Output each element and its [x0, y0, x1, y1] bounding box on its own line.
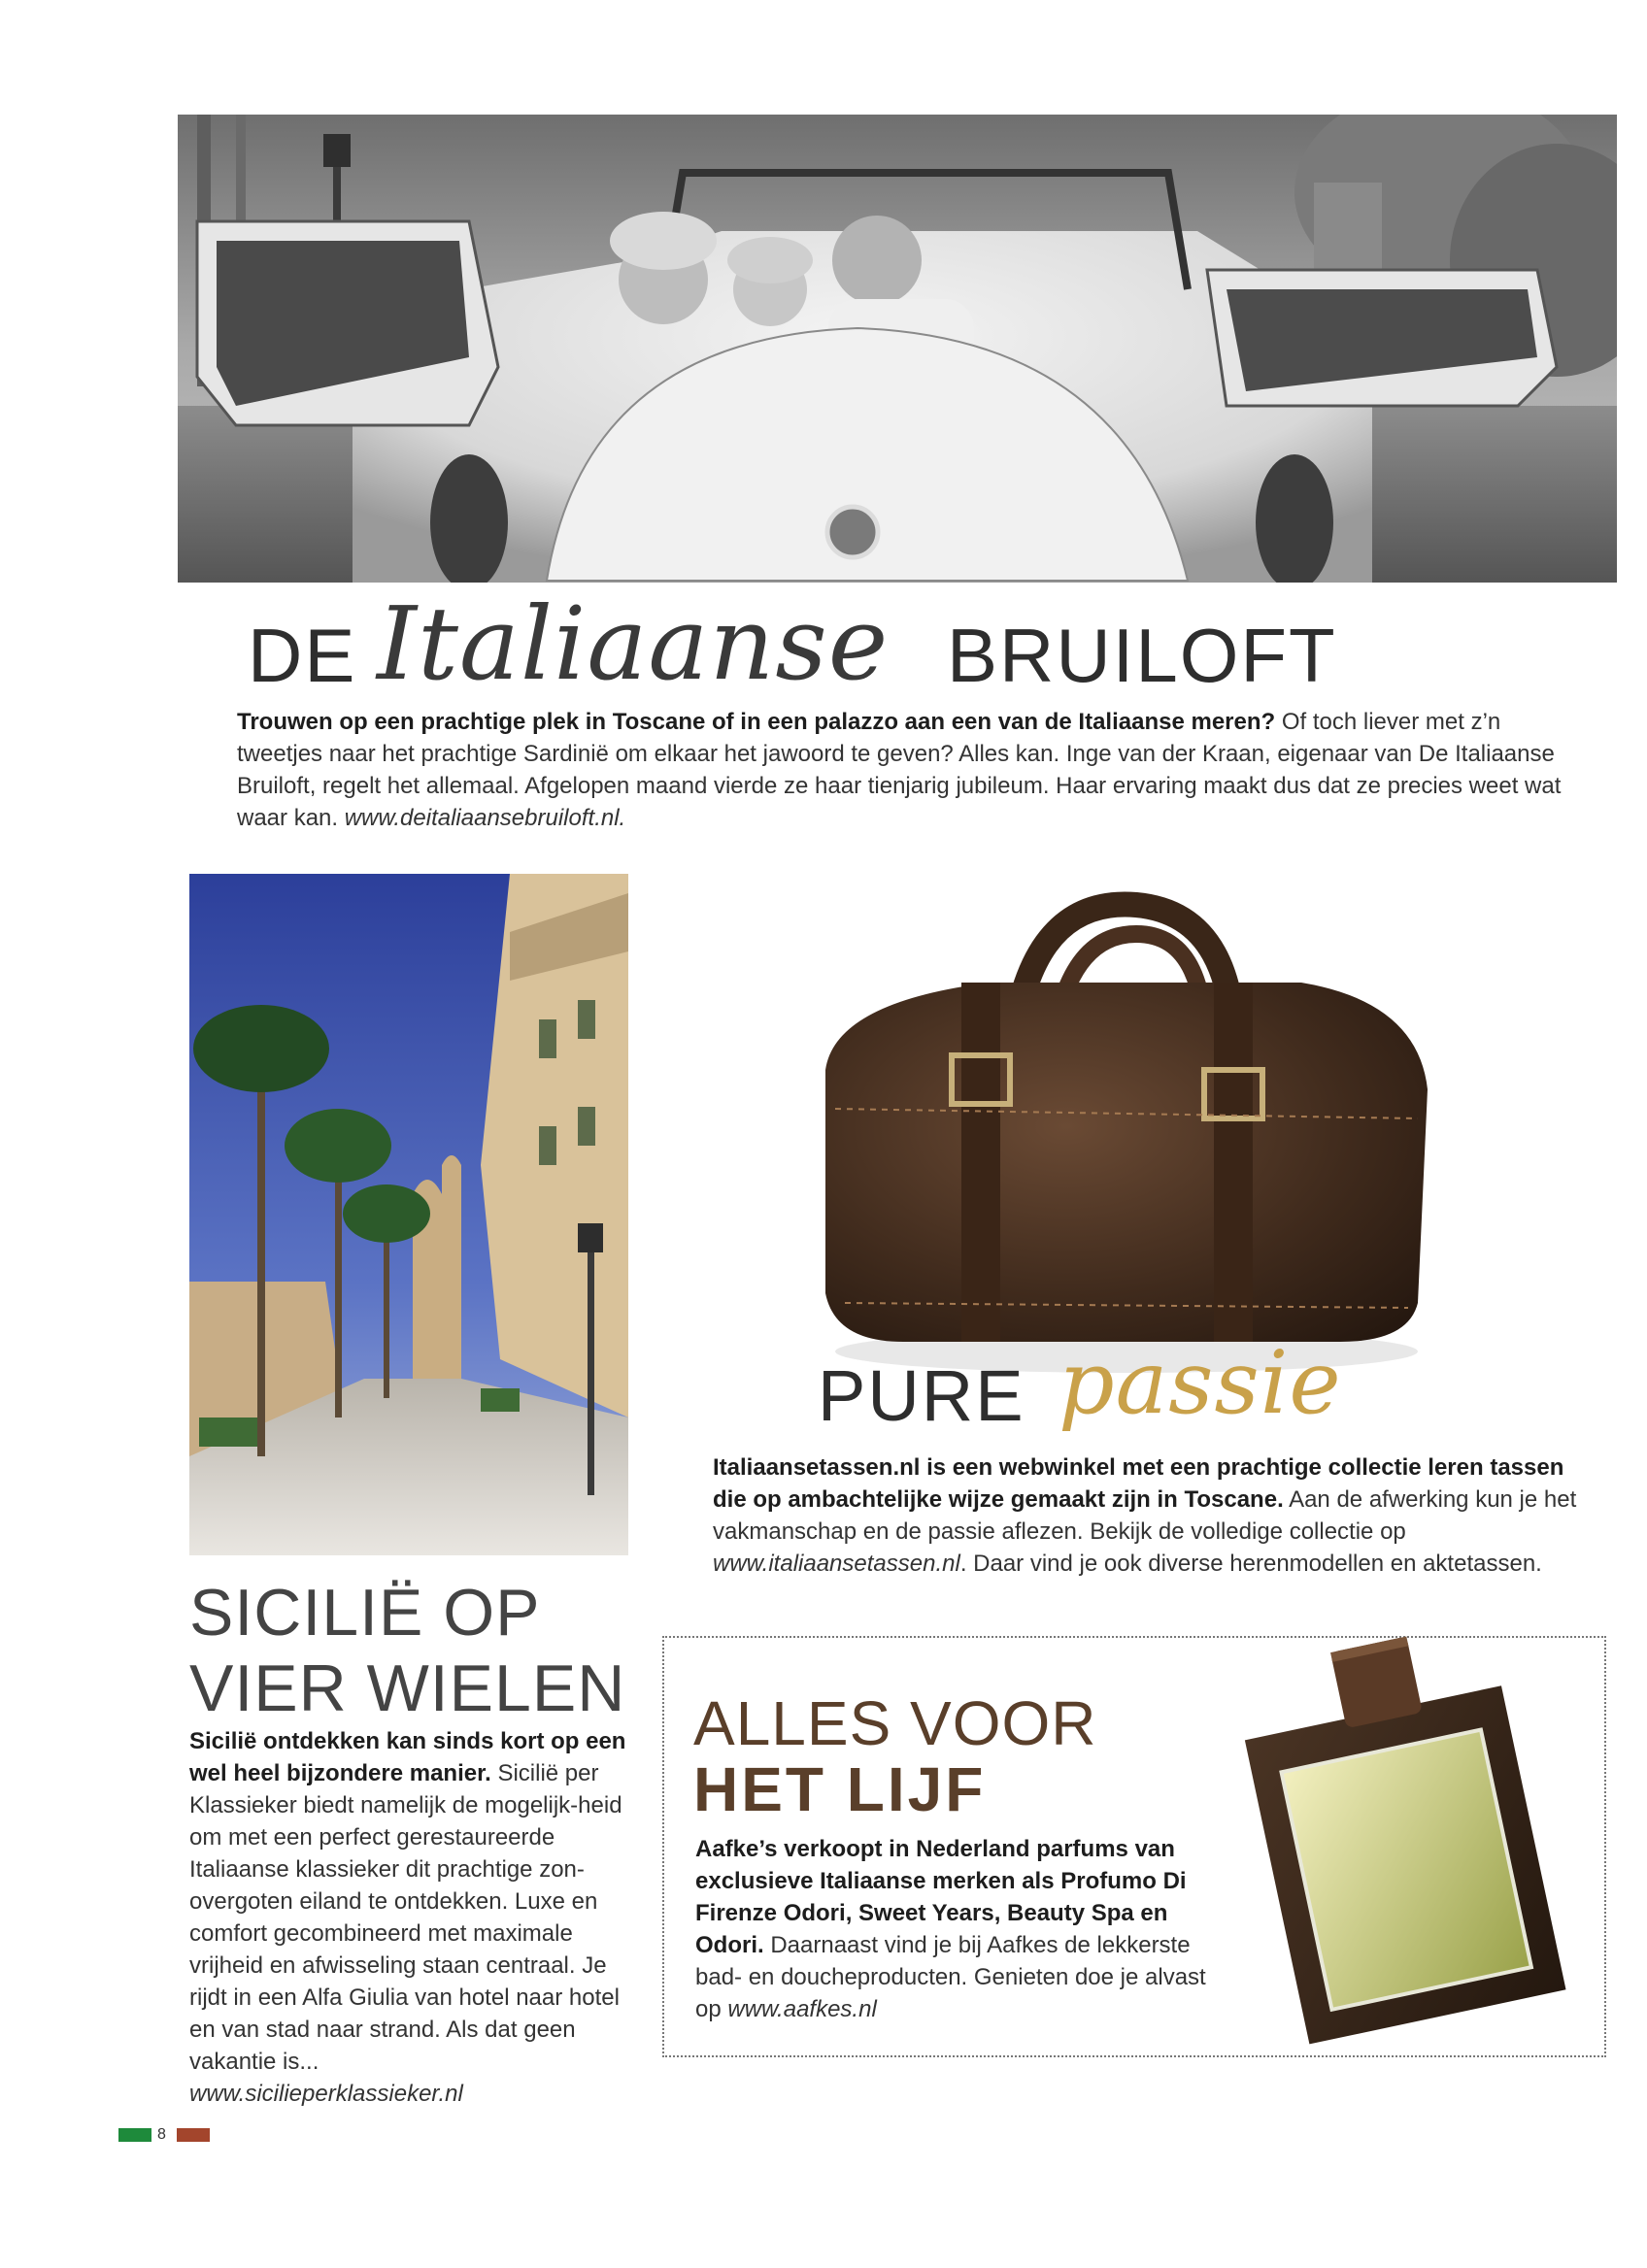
tassen-article-text [713, 1451, 1577, 1580]
sicily-street-photo [189, 874, 628, 1555]
tassen-body-end: . Daar vind je ook diverse herenmodellen en aktetassen. [959, 1551, 1542, 1577]
headline-pure: PURE [818, 1355, 1025, 1436]
headline-sicilie-line2: VIER WIELEN [189, 1651, 626, 1725]
aafkes-url[interactable]: www.aafkes.nl [727, 1996, 877, 2022]
bruiloft-body: Of toch liever met z’n tweetjes naar het prachtige Sardinië om elkaar het jawoord te geven? Alles kan. Inge van der Kraan, eigenaar van De Italiaanse Bruiloft, regelt het allemaal. Afgelopen maand vierde ze haar tienjarig jubileum. Haar ervaring maakt dus dat ze precies weet wat waar kan. [237, 709, 1562, 831]
tassen-lead: Italiaansetassen.nl is een webwinkel met een prachtige collectie leren tassen die op ambachtelijke wijze gemaakt zijn in Toscane. [713, 1454, 1564, 1513]
headline-sicilie-line1: SICILIË OP [189, 1576, 541, 1650]
sicilie-lead: Sicilië ontdekken kan sinds kort op een wel heel bijzondere manier. [189, 1728, 626, 1786]
flag-mark-red [177, 2128, 210, 2142]
flag-mark-green [118, 2128, 151, 2142]
sicilie-body: Sicilië per Klassieker biedt namelijk de mogelijk-heid om met een perfect gerestaureerde Italiaanse klassieker dit prachtige zon-overgoten eiland te ontdekken. Luxe en comfort gecombineerd met maximale vrijheid en afwisseling staan centraal. Je rijdt in een Alfa Giulia van hotel naar hotel en van stad naar strand. Als dat geen vakantie is... [189, 1760, 622, 2075]
perfume-bottle-photo [1204, 1602, 1612, 2049]
leather-bag-photo [796, 876, 1437, 1381]
bruiloft-article-text [237, 706, 1577, 834]
headline-alles-voor: ALLES VOOR [693, 1688, 1097, 1758]
headline-script-passie: passie [1059, 1332, 1342, 1434]
bruiloft-url[interactable]: www.deitaliaansebruiloft.nl. [344, 805, 626, 831]
headline-het-lijf: HET LIJF [693, 1754, 987, 1824]
wedding-car-photo [178, 115, 1617, 583]
tassen-url[interactable]: www.italiaansetassen.nl [713, 1551, 960, 1577]
aafkes-lead: Aafke’s verkoopt in Nederland parfums van exclusieve Italiaanse merken als Profumo Di Firenze Odori, Sweet Years, Beauty Spa en Odori. [695, 1836, 1187, 1958]
headline-sicilie [189, 1575, 625, 1726]
headline-bruiloft: BRUILOFT [947, 613, 1337, 698]
headline-script-italiaanse: Italiaanse [377, 584, 890, 703]
tassen-body: Aan de afwerking kun je het vakmanschap en de passie aflezen. Bekijk de volledige collectie op [713, 1486, 1577, 1545]
page-number: 8 [157, 2126, 166, 2143]
sicilie-article-text [189, 1725, 626, 2110]
headline-de: DE [248, 613, 357, 698]
aafkes-article-text [695, 1833, 1210, 2025]
aafkes-body: Daarnaast vind je bij Aafkes de lekkerste bad- en doucheproducten. Genieten doe je alvast op [695, 1932, 1206, 2022]
bruiloft-lead: Trouwen op een prachtige plek in Toscane of in een palazzo aan een van de Italiaanse meren? [237, 709, 1276, 735]
sicilie-url[interactable]: www.sicilieperklassieker.nl [189, 2081, 463, 2107]
